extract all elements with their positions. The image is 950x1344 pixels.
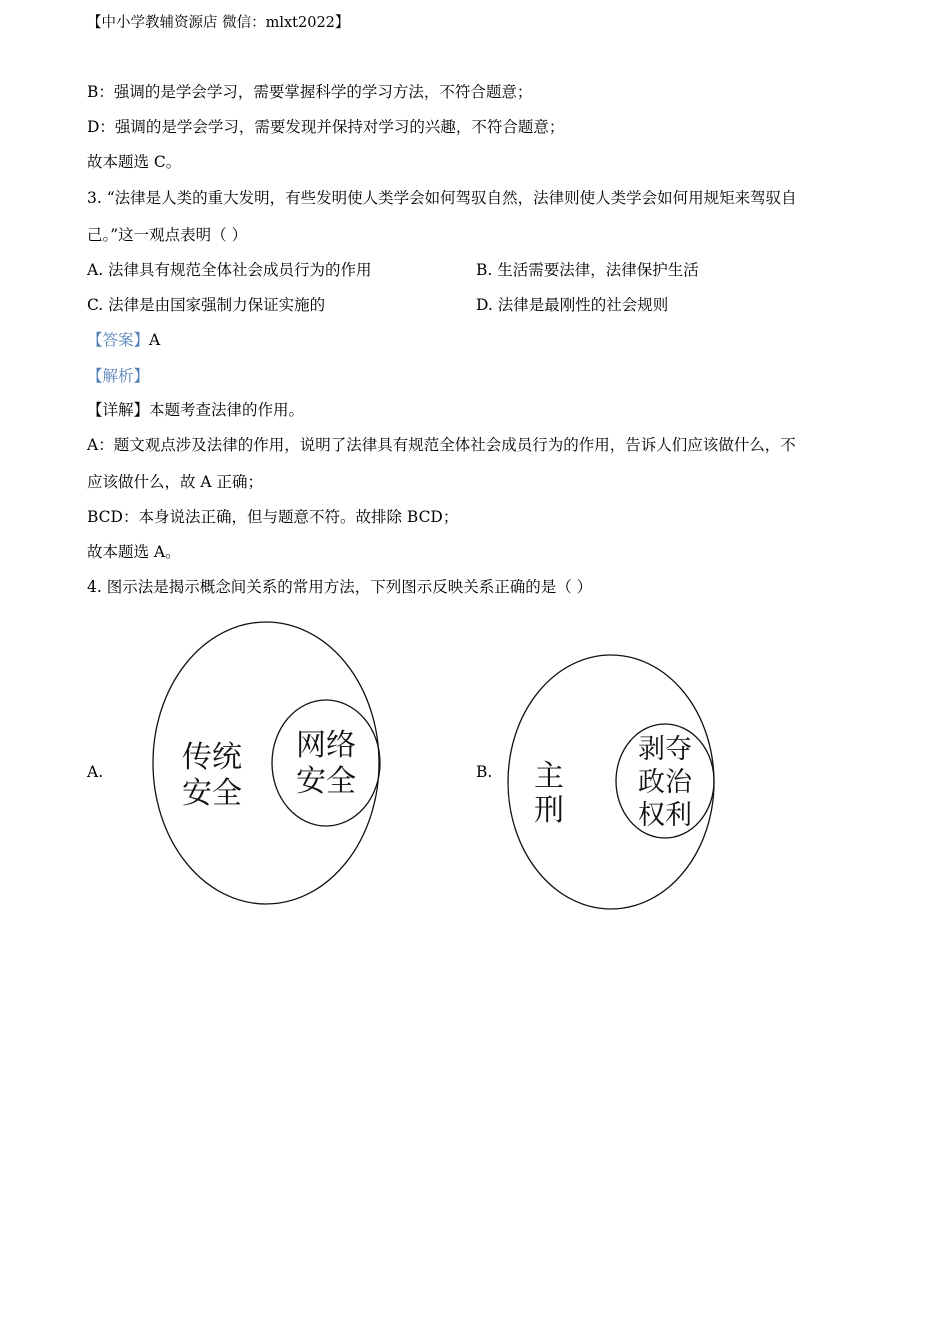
- q3-option-c: C. 法律是由国家强制力保证实施的: [87, 296, 326, 314]
- page-header: 【中小学教辅资源店 微信：mlxt2022】: [87, 15, 350, 31]
- explanation-line-b: B：强调的是学会学习，需要掌握科学的学习方法，不符合题意；: [87, 83, 533, 101]
- conclusion-line: 故本题选 C。: [87, 153, 182, 171]
- venn-diagram-b: [500, 648, 725, 916]
- detail-line-1: 【详解】本题考查法律的作用。: [87, 401, 305, 419]
- inner-label-a-line1: 网络: [296, 728, 356, 763]
- q4-option-b-label: B.: [476, 763, 493, 781]
- inner-label-b-line3: 权利: [638, 800, 692, 831]
- detail-line-3: 应该做什么，故 A 正确；: [87, 473, 264, 491]
- q3-option-b: B. 生活需要法律，法律保护生活: [476, 261, 699, 279]
- answer-line: [87, 330, 160, 350]
- q4-option-a-label: A.: [87, 763, 104, 781]
- answer-tag: 【答案】: [87, 331, 150, 349]
- question-3-stem-cont: 己。”这一观点表明（ ）: [87, 226, 248, 244]
- q3-option-d: D. 法律是最刚性的社会规则: [476, 296, 669, 314]
- inner-label-b-line1: 剥夺: [638, 734, 692, 765]
- answer-value: A: [149, 331, 161, 349]
- detail-line-4: BCD：本身说法正确，但与题意不符。故排除 BCD；: [87, 508, 459, 526]
- venn-diagram-a: [140, 615, 390, 910]
- question-4-stem: 4. 图示法是揭示概念间关系的常用方法，下列图示反映关系正确的是（ ）: [87, 578, 593, 596]
- explanation-line-d: D：强调的是学会学习，需要发现并保持对学习的兴趣，不符合题意；: [87, 118, 565, 136]
- inner-label-a-line2: 安全: [296, 764, 356, 799]
- outer-label-a-line1: 传统: [182, 740, 242, 775]
- detail-line-2: A：题文观点涉及法律的作用，说明了法律具有规范全体社会成员行为的作用，告诉人们应该做什么，不: [87, 436, 796, 454]
- q3-option-a: A. 法律具有规范全体社会成员行为的作用: [87, 261, 372, 279]
- detail-line-5: 故本题选 A。: [87, 543, 181, 561]
- inner-circle-a: [272, 700, 380, 826]
- inner-label-b-line2: 政治: [638, 767, 692, 798]
- analysis-tag: 【解析】: [87, 367, 150, 385]
- outer-label-b-line1: 主: [534, 759, 564, 794]
- outer-label-b-line2: 刑: [534, 793, 564, 828]
- outer-label-a-line2: 安全: [182, 776, 242, 811]
- question-3-stem: 3. “法律是人类的重大发明，有些发明使人类学会如何驾驭自然，法律则使人类学会如何用规矩来驾驭自: [87, 189, 797, 207]
